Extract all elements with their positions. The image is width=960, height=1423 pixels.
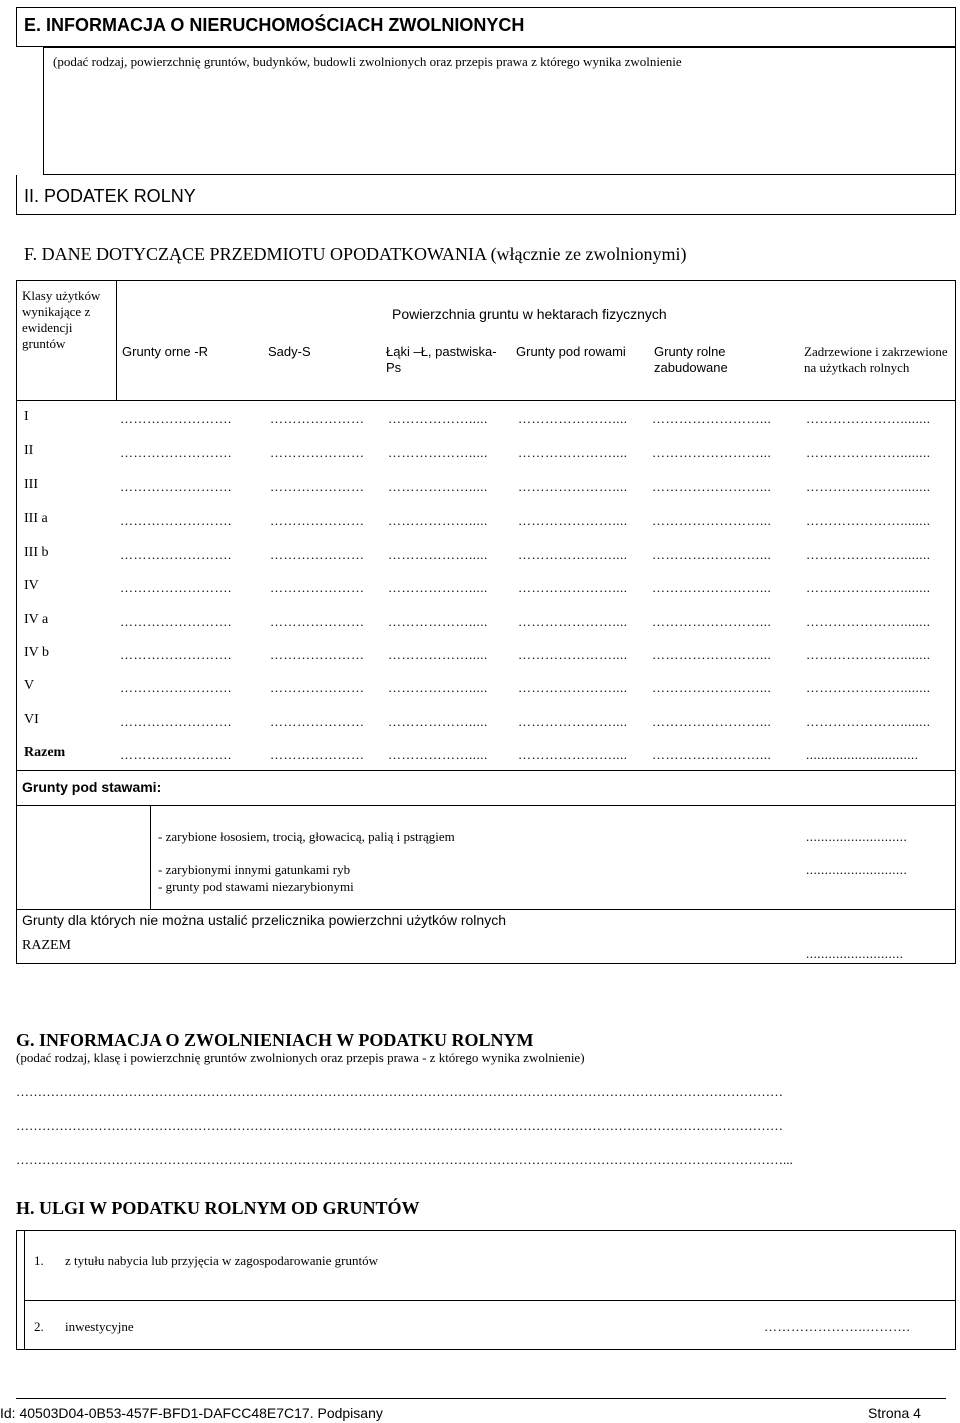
cell-dots[interactable]: …………………....: [518, 445, 628, 460]
cell-dots[interactable]: …………………........: [806, 714, 931, 729]
section-g-subtitle: (podać rodzaj, klasę i powierzchnię gruntów zwolnionych oraz przepis prawa - z którego wynika zwolnienie): [16, 1050, 585, 1065]
cell-dots[interactable]: …………………........: [806, 547, 931, 562]
footer-id: Id: 40503D04-0B53-457F-BFD1-DAFCC48E7C17. Podpisany: [0, 1405, 383, 1421]
cell-dots[interactable]: …………………........: [806, 580, 931, 595]
stawy-top-divider: [16, 805, 956, 806]
col-header-zabudowane: Grunty rolne zabudowane: [654, 344, 728, 375]
cell-dots[interactable]: ……………………...: [652, 714, 772, 729]
cell-dots[interactable]: …………………….: [120, 714, 232, 729]
cell-dots[interactable]: …………………: [270, 580, 365, 595]
row-label-v: V: [24, 678, 35, 693]
cell-dots[interactable]: …………………: [270, 680, 365, 695]
col-group-header: Powierzchnia gruntu w hektarach fizycznych: [392, 306, 667, 322]
row-label-vi: VI: [24, 712, 39, 727]
section-f-title-main: F. DANE DOTYCZĄCE PRZEDMIOTU OPODATKOWANIA: [24, 244, 487, 264]
col-header-laki: Łąki –Ł, pastwiska-Ps: [386, 344, 497, 375]
cell-dots[interactable]: ……………………...: [652, 411, 772, 426]
cell-dots[interactable]: ……………………...: [652, 580, 772, 595]
cell-dots[interactable]: …………………........: [806, 647, 931, 662]
cell-dots[interactable]: ……………….....: [388, 714, 488, 729]
row-label-iiib: III b: [24, 545, 49, 560]
cell-dots[interactable]: …………………….: [120, 547, 232, 562]
stawy-item-2: - zarybionymi innymi gatunkami ryb: [158, 862, 351, 877]
stawy-dots-2[interactable]: ...........................: [806, 862, 908, 877]
col-header-orne: Grunty orne -R: [122, 344, 208, 359]
cell-dots[interactable]: …………………….: [120, 411, 232, 426]
cell-dots[interactable]: …………………....: [518, 411, 628, 426]
cell-dots[interactable]: …………………: [270, 445, 365, 460]
row-label-iv: IV: [24, 578, 39, 593]
stawy-item-1: - zarybione łososiem, trocią, głowacicą, palią i pstrągiem: [158, 829, 455, 844]
razem-dots[interactable]: ..........................: [806, 946, 904, 961]
footer-page: Strona 4: [868, 1405, 921, 1421]
cell-dots[interactable]: …………………........: [806, 614, 931, 629]
cell-dots[interactable]: …………………........: [806, 479, 931, 494]
cell-dots[interactable]: ……………………...: [652, 547, 772, 562]
cell-dots[interactable]: ……………….....: [388, 680, 488, 695]
cell-dots[interactable]: ……………………...: [652, 513, 772, 528]
cell-dots[interactable]: …………………: [270, 747, 365, 762]
cell-dots[interactable]: …………………....: [518, 714, 628, 729]
cell-dots[interactable]: …………………….: [120, 614, 232, 629]
section-f-title-suffix: (włącznie ze zwolnionymi): [490, 244, 687, 264]
cell-dots[interactable]: …………………….: [120, 747, 232, 762]
footer-rule: [16, 1398, 946, 1399]
section-g-line-3[interactable]: ……………………………………………………………………………………………………………………………………………………………...: [16, 1152, 793, 1167]
cell-dots[interactable]: …………………: [270, 614, 365, 629]
row-label-iva: IV a: [24, 612, 49, 627]
cell-dots[interactable]: ……………….....: [388, 513, 488, 528]
col-klasy-header: Klasy użytków wynikające z ewidencji gruntów: [22, 288, 101, 351]
cell-dots[interactable]: …………………: [270, 513, 365, 528]
cell-dots[interactable]: …………………........: [806, 680, 931, 695]
cell-dots[interactable]: …………………….: [120, 513, 232, 528]
section-g-title: G. INFORMACJA O ZWOLNIENIACH W PODATKU ROLNYM: [16, 1030, 534, 1050]
row-label-i: I: [24, 409, 29, 424]
section-ii-title: II. PODATEK ROLNY: [24, 186, 196, 206]
cell-dots[interactable]: …………………........: [806, 411, 931, 426]
cell-dots[interactable]: ……………….....: [388, 411, 488, 426]
ulga-1-label: z tytułu nabycia lub przyjęcia w zagospodarowanie gruntów: [65, 1253, 378, 1268]
cell-dots[interactable]: …………………: [270, 647, 365, 662]
ulga-2-num: 2.: [34, 1319, 44, 1334]
razem-bottom-divider: [16, 770, 956, 771]
cell-dots[interactable]: …………………: [270, 479, 365, 494]
cell-dots[interactable]: ……………….....: [388, 445, 488, 460]
cell-dots[interactable]: ……………………...: [652, 445, 772, 460]
cell-dots[interactable]: ……………….....: [388, 614, 488, 629]
ulga-1-num: 1.: [34, 1253, 44, 1268]
section-e-title: E. INFORMACJA O NIERUCHOMOŚCIACH ZWOLNIONYCH: [24, 15, 525, 35]
cell-dots[interactable]: …………………....: [518, 647, 628, 662]
cell-dots[interactable]: …………………....: [518, 747, 628, 762]
cell-dots[interactable]: …………………........: [806, 513, 931, 528]
col-header-sady: Sady-S: [268, 344, 311, 359]
stawy-dots-1[interactable]: ...........................: [806, 829, 908, 844]
row-label-iii: III: [24, 477, 38, 492]
cell-dots[interactable]: ……………….....: [388, 647, 488, 662]
cell-dots[interactable]: ……………….....: [388, 747, 488, 762]
cell-dots[interactable]: …………………: [270, 411, 365, 426]
section-h-row-divider: [24, 1300, 956, 1301]
cell-dots[interactable]: …………………….: [120, 647, 232, 662]
cell-dots[interactable]: ……………………...: [652, 647, 772, 662]
col-header-rowy: Grunty pod rowami: [516, 344, 626, 359]
ulga-2-label: inwestycyjne: [65, 1319, 134, 1334]
cell-dots[interactable]: …………………....: [518, 614, 628, 629]
cell-dots[interactable]: …………………: [270, 714, 365, 729]
cell-dots[interactable]: ..............................: [806, 747, 919, 762]
cell-dots[interactable]: ……………………...: [652, 479, 772, 494]
cell-dots[interactable]: …………………....: [518, 479, 628, 494]
razem-label: RAZEM: [22, 938, 71, 953]
col-header-zadrzewione: Zadrzewione i zakrzewione na użytkach rolnych: [804, 344, 948, 375]
cell-dots[interactable]: …………………....: [518, 580, 628, 595]
section-g-line-2[interactable]: ……………………………………………………………………………………………………………………………………………………………: [16, 1118, 783, 1133]
cell-dots[interactable]: …………………….: [120, 445, 232, 460]
section-h-num-divider: [24, 1230, 25, 1350]
row-label-razem: Razem: [24, 745, 66, 760]
header-divider: [16, 400, 956, 401]
przelicznik-label: Grunty dla których nie można ustalić przelicznika powierzchni użytków rolnych: [22, 912, 506, 928]
cell-dots[interactable]: …………………....: [518, 547, 628, 562]
cell-dots[interactable]: …………………….: [120, 479, 232, 494]
cell-dots[interactable]: …………………….: [120, 580, 232, 595]
stawy-left-divider: [150, 805, 151, 909]
ulga-2-dots[interactable]: …………………..……….: [764, 1319, 911, 1334]
cell-dots[interactable]: …………………....: [518, 680, 628, 695]
cell-dots[interactable]: ……………………...: [652, 614, 772, 629]
cell-dots[interactable]: ……………….....: [388, 479, 488, 494]
cell-dots[interactable]: …………………........: [806, 445, 931, 460]
row-label-ivb: IV b: [24, 645, 50, 660]
cell-dots[interactable]: ……………………...: [652, 680, 772, 695]
cell-dots[interactable]: …………………: [270, 547, 365, 562]
row-label-ii: II: [24, 443, 34, 458]
cell-dots[interactable]: …………………….: [120, 680, 232, 695]
stawy-label: Grunty pod stawami:: [22, 779, 162, 795]
section-e-subtitle: (podać rodzaj, powierzchnię gruntów, budynków, budowli zwolnionych oraz przepis prawa z którego wynika zwolnienie: [53, 54, 682, 69]
cell-dots[interactable]: ……………….....: [388, 547, 488, 562]
stawy-item-3: - grunty pod stawami niezarybionymi: [158, 879, 354, 894]
cell-dots[interactable]: ……………………...: [652, 747, 772, 762]
section-f-title: [24, 244, 686, 265]
section-g-line-1[interactable]: ……………………………………………………………………………………………………………………………………………………………: [16, 1084, 783, 1099]
stawy-bottom-divider: [16, 909, 956, 910]
klasy-divider: [116, 280, 117, 400]
section-h-title: H. ULGI W PODATKU ROLNYM OD GRUNTÓW: [16, 1198, 420, 1218]
row-label-iiia: III a: [24, 511, 48, 526]
cell-dots[interactable]: …………………....: [518, 513, 628, 528]
cell-dots[interactable]: ……………….....: [388, 580, 488, 595]
